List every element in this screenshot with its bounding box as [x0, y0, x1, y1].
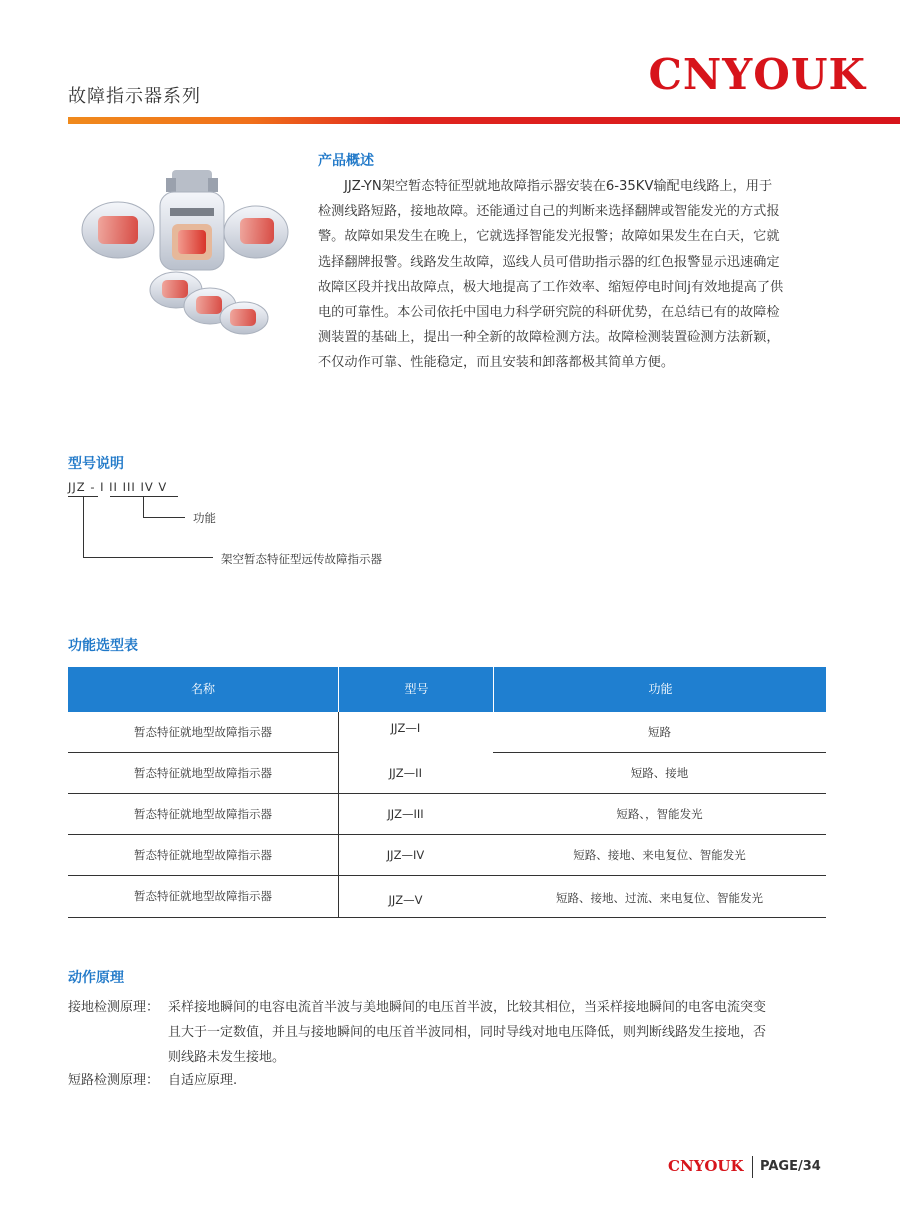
- function-table: [68, 667, 826, 917]
- overview-line: 测装置的基础上，提出一种全新的故障检测方法。故障检测装置硷测方法新颖，: [318, 330, 780, 346]
- table-row: [68, 753, 826, 794]
- cell-function: 短路、，智能发光: [616, 807, 703, 821]
- table-row: [68, 712, 826, 753]
- model-leader-function-v: [143, 496, 144, 518]
- table-row: [68, 835, 826, 876]
- overview-line: 检测线路短路，接地故障。还能通过自己的判断来选择翻牌或智能发光的方式报: [318, 204, 780, 220]
- model-heading: 型号说明: [68, 456, 124, 472]
- overview-line: 故障区段并找出故障点，极大地提高了工作效率、缩短停电时间j有效地提高了供: [318, 279, 784, 295]
- model-label-type: 架空暂态特征型远传故障指示器: [221, 552, 382, 566]
- brand-logo: CNYOUK: [648, 50, 866, 99]
- cell-function: 短路: [648, 725, 671, 739]
- cell-name: 暂态特征就地型故障指示器: [134, 725, 272, 739]
- table-header: [68, 667, 826, 712]
- model-leader-function-h: [143, 517, 185, 518]
- table-header-model: 型号: [338, 667, 494, 712]
- cell-name: 暂态特征就地型故障指示器: [134, 807, 272, 821]
- cell-function: 短路、接地、过流、来电复位、智能发光: [556, 891, 763, 905]
- model-leader-type-v: [83, 496, 84, 558]
- table-row: [68, 876, 826, 917]
- table-header-function: 功能: [493, 667, 827, 712]
- ground-line: 则线路未发生接地。: [168, 1050, 286, 1065]
- principle-heading: 动作原理: [68, 970, 124, 986]
- table-heading: 功能选型表: [68, 638, 138, 654]
- model-label-function: 功能: [193, 511, 216, 525]
- ground-detect-label: 接地检测原理：: [68, 1000, 160, 1015]
- page-number: PAGE/34: [760, 1159, 821, 1174]
- overview-heading: 产品概述: [318, 153, 374, 169]
- cell-name: 暂态特征就地型故障指示器: [134, 848, 272, 862]
- fault-indicator-product-photo: [80, 168, 290, 338]
- cell-function: 短路、接地: [630, 766, 689, 780]
- table-body: [68, 712, 826, 917]
- model-underline-suffix: [110, 496, 178, 497]
- overview-line: 电的可靠性。本公司依托中国电力科学研究院的科研优势，在总结已有的故障检: [318, 305, 780, 321]
- overview-line: JJZ-YN架空暂态特征型就地故障指示器安装在6-35KV输配电线路上，用于: [344, 179, 773, 194]
- short-detect-label: 短路检测原理：: [68, 1073, 160, 1088]
- footer-brand: CNYOUK: [668, 1157, 744, 1175]
- overview-line: 选择翻牌报警。线路发生故障，巡线人员可借助指示器的红色报警显示迅速确定: [318, 254, 780, 270]
- cell-model: JJZ—III: [387, 807, 424, 821]
- cell-model: JJZ—I: [390, 721, 421, 735]
- ground-detect-text: [168, 995, 833, 1070]
- ground-line: 采样接地瞬间的电容电流首半波与美地瞬间的电压首半波，比较其相位，当采样接地瞬间的电客电流突变: [168, 1000, 767, 1015]
- model-leader-type-h: [83, 557, 213, 558]
- cell-name: 暂态特征就地型故障指示器: [134, 889, 272, 903]
- header-divider: [68, 117, 900, 124]
- footer-separator: [752, 1156, 753, 1178]
- table-row: [68, 794, 826, 835]
- ground-line: 且大于一定数值，并且与接地瞬间的电压首半波同相，同时导线对地电压降低，则判断线路发生接地，否: [168, 1025, 767, 1040]
- cell-name: 暂态特征就地型故障指示器: [134, 766, 272, 780]
- overview-text: [318, 174, 828, 376]
- overview-line: 警。故障如果发生在晚上，它就选择智能发光报警；故障如果发生在白天，它就: [318, 229, 780, 245]
- cell-model: JJZ—IV: [386, 848, 425, 862]
- short-detect-text: 自适应原理.: [168, 1073, 238, 1088]
- cell-function: 短路、接地、来电复位、智能发光: [573, 848, 746, 862]
- overview-line: 不仅动作可靠、性能稳定，而且安装和卸落都极其简单方便。: [318, 355, 675, 371]
- cell-model: JJZ—II: [389, 766, 422, 780]
- table-header-name: 名称: [190, 682, 215, 696]
- series-title: 故障指示器系列: [68, 86, 201, 107]
- table-divider: [338, 712, 339, 918]
- cell-model: JJZ—V: [388, 893, 423, 907]
- model-code: JJZ - I II III IV V: [68, 480, 168, 494]
